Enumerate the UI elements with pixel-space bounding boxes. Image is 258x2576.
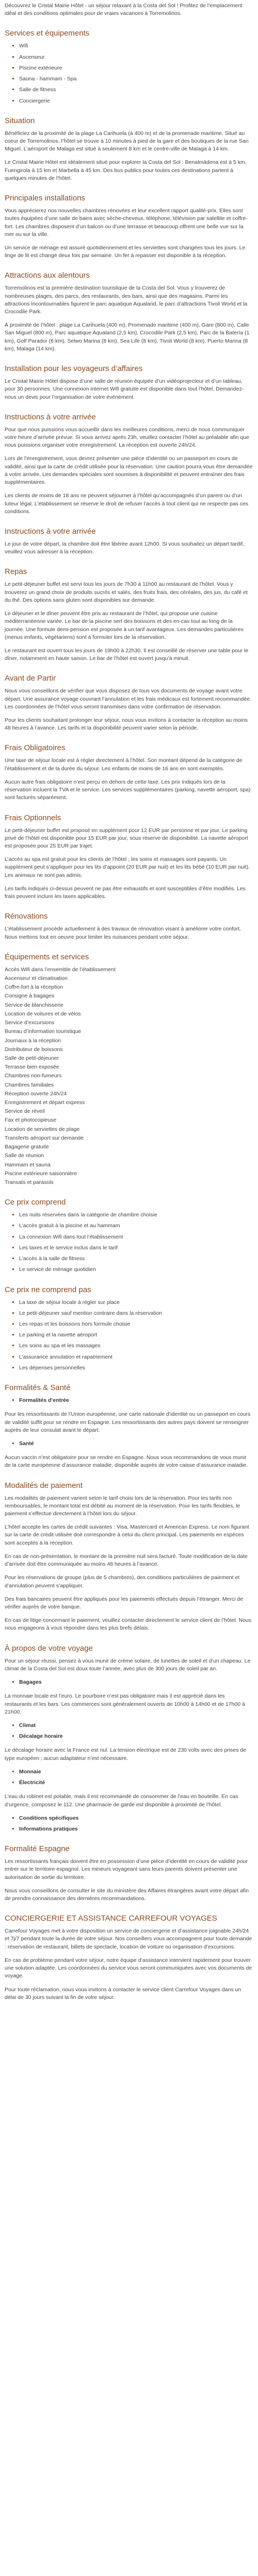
paragraph: En cas de litige concernant le paiement, veuillez contacter directement le service client de l’hôtel. Nous nous engageons à vous répondre dans les plus brefs délais.	[5, 1617, 252, 1632]
not-included-list	[5, 1299, 253, 1372]
list-item: ▪ Les repas et les boissons hors formule choisie	[19, 1320, 253, 1328]
services-heading: Services et équipements	[5, 29, 90, 38]
paragraph: Bénéficiez de la proximité de la plage La Carihuela (à 400 m) et de la promenade maritime. Situé au coeur de Torremolinos, l’hôtel se trouve à 10 minutes à pied de la gare et des boutiques de la rue San Miguel. L’aéroport de Malaga est situé à seulement 8 km et le centre-ville de Malaga à 14 km.	[5, 130, 249, 152]
paragraph: Pour toute réclamation, nous vous invitons à contacter le service client Carrefour Voyages dans un délai de 30 jours suivant la fin de votre séjour.	[5, 1986, 241, 2001]
about-list-2	[5, 1722, 253, 1740]
arrival-heading: Instructions à votre arrivée	[5, 412, 96, 421]
departure-heading: Instructions à votre arrivée	[5, 527, 96, 536]
list-item: ▪ Sauna - hammam - Spa	[19, 75, 253, 83]
paragraph: Un service de ménage est assuré quotidiennement et les serviettes sont changées tous les jours. Le linge de lit est changé deux fois par semaine. Un fer à repasser est disponible à la réception.	[5, 244, 246, 259]
paragraph: Les tarifs indiqués ci-dessus peuvent ne pas être exhaustifs et sont susceptibles d’être modifiés. Les frais peuvent inclure les taxes applicables.	[5, 885, 246, 900]
amenity-item: Terrasse bien exposée	[5, 1064, 59, 1071]
amenity-item: Consigne à bagages	[5, 993, 55, 999]
list-item: ▪ Formalités d’entrée	[19, 1397, 253, 1404]
fees-heading: Frais Obligatoires	[5, 743, 66, 753]
paragraph: Aucun autre frais obligatoire n’est perçu en dehors de cette taxe. Les prix indiqués lors de la réservation incluent la TVA et le service. Les services supplémentaires (parking, navette aéroport, spa) sont facturés séparément.	[5, 778, 251, 801]
amenity-item: Chambres familiales	[5, 1081, 54, 1088]
about-list-4	[5, 1815, 253, 1833]
paragraph: Le restaurant est ouvert tous les jours de 19h00 à 22h30. Il est conseillé de réserver une table pour le dîner, notamment en haute saison. Le bar de l’hôtel est ouvert jusqu’à minuit.	[5, 647, 249, 662]
paragraph: En cas de problème pendant votre séjour, notre équipe d’assistance intervient rapidement pour trouver une solution adaptée. Les coordonnées du service vous seront communiquées avec vos documents de voyage.	[5, 1957, 252, 1979]
paragraph: Le Cristal Mairie Hôtel est idéalement situé pour explorer la Costa del Sol : Benalmádena est à 5 km, Fuengirola à 15 km et Marbella à 45 km. Des bus publics pour toutes ces destinations partent à quelques minutes de l’hôtel.	[5, 159, 247, 181]
list-item: ▪ L’accès gratuit à la piscine et au hammam	[19, 1222, 253, 1230]
before-heading: Avant de Partir	[5, 674, 56, 683]
paragraph: Des frais bancaires peuvent être appliqués pour les paiements effectués depuis l’étranger. Merci de vérifier auprès de votre banque.	[5, 1596, 244, 1610]
about-list-1	[5, 1679, 253, 1686]
list-item: ▪ Le petit-déjeuner sauf mention contraire dans la réservation	[19, 1310, 253, 1317]
services-list	[5, 42, 253, 105]
payment-heading: Modalités de paiement	[5, 1481, 83, 1490]
paragraph: L’accès au spa est gratuit pour les clients de l’hôtel ; les soins et massages sont payants. Un supplément peut s’appliquer pour les lits d’appoint (20 EUR par nuit) et les lits bébé (10 EUR par nuit). Les animaux ne sont pas admis.	[5, 856, 250, 878]
amenity-item: Journaux à la réception	[5, 1037, 61, 1044]
not-included-heading: Ce prix ne comprend pas	[5, 1285, 91, 1294]
amenity-item: Chambres non-fumeurs	[5, 1073, 62, 1079]
amenity-item: Fax et photocopieuse	[5, 1117, 57, 1124]
paragraph: Aucun vaccin n’est obligatoire pour se rendre en Espagne. Nous vous recommandons de vous munir de la carte européenne d’assurance maladie, disponible auprès de votre caisse d’assurance maladie.	[5, 1454, 248, 1469]
intro-text: Découvrez le Cristal Mairie Hôtel - un séjour relaxant à la Costa del Sol ! Profitez de l’emplacement idéal et des conditions optimales pour de vraies vacances à Torremolinos.	[5, 3, 243, 17]
renovation-heading: Rénovations	[5, 912, 48, 921]
paragraph: Pour les réservations de groupe (plus de 5 chambres), des conditions particulières de paiement et d’annulation peuvent s’appliquer.	[5, 1574, 240, 1589]
list-item: ▪ Les taxes et le service inclus dans le tarif	[19, 1244, 253, 1252]
paragraph: Les modalités de paiement varient selon le tarif choisi lors de la réservation. Pour les tarifs non remboursables, le montant total est débité au moment de la réservation. Pour les tarifs flexibles, le paiement s’effectue directement à l’hôtel lors du séjour.	[5, 1495, 240, 1517]
amenity-item: Coffre-fort à la réception	[5, 984, 63, 991]
rules-heading: Formalités & Santé	[5, 1383, 71, 1393]
amenity-item: Salle de petit-déjeuner	[5, 1055, 59, 1061]
paragraph: À proximité de l’hôtel : plage La Carihuela (400 m), Promenade maritime (400 m), Gare (800 m), Calle San Miguel (800 m), Parc aquatique Aqualand (2,5 km), Crocodile Park (2,5 km), Parc de la Batería (1 km), Golf Parador (6 km), Selwo Marina (8 km), Sea Life (8 km), Tivoli World (8 km), Puerto Marina (8 km), Malaga (14 km).	[5, 322, 250, 352]
list-item: ▪ L’assurance annulation et rapatriement	[19, 1353, 253, 1361]
paragraph: Le petit-déjeuner buffet est servi tous les jours de 7h30 à 11h00 au restaurant de l’hôtel. Vous y trouverez un grand choix de produits sucrés et salés, des fruits frais, des céréales, des jus, du café et du thé. Des options sans gluten sont disponibles sur demande.	[5, 581, 248, 603]
business-heading: Installation pour les voyageurs d’affaires	[5, 364, 143, 374]
list-item: ▪ Climat	[19, 1722, 253, 1730]
list-item: ▪ Les soins au spa et les massages	[19, 1342, 253, 1350]
paragraph: Pour les clients souhaitant prolonger leur séjour, nous vous invitons à contacter la réception au moins 48 heures à l’avance. Les tarifs et la disponibilité peuvent varier selon la période.	[5, 717, 248, 732]
list-item: ▪ Le parking et la navette aéroport	[19, 1331, 253, 1339]
paragraph: Le petit-déjeuner buffet est proposé en supplément pour 12 EUR par personne et par jour. Le parking privé de l’hôtel est disponible pour 15 EUR par jour, sous réserve de disponibilité. La navette aéroport est proposée pour 25 EUR par trajet.	[5, 827, 248, 849]
paragraph: Pour que nous puissions vous accueillir dans les meilleures conditions, merci de nous communiquer votre heure d’arrivée prévue. Si vous arrivez après 23h, veuillez contacter l’hôtel au préalable afin que nous puissions organiser votre enregistrement. La réception est ouverte 24h/24.	[5, 426, 249, 449]
included-list	[5, 1211, 253, 1274]
list-item: ▪ Le service de ménage quotidien	[19, 1266, 253, 1274]
paragraph: La monnaie locale est l’euro. Le pourboire n’est pas obligatoire mais il est apprécié dans les restaurants et les bars. Les commerces sont généralement ouverts de 10h00 à 14h00 et de 17h00 à 21h00.	[5, 1693, 245, 1715]
paragraph: L’hôtel accepte les cartes de crédit suivantes : Visa, Mastercard et American Express. Le nom figurant sur la carte de crédit utilisée doit correspondre à celui du client principal. Les paiements en espèces sont acceptés à la réception.	[5, 1524, 249, 1546]
paragraph: Le jour de votre départ, la chambre doit être libérée avant 12h00. Si vous souhaitez un départ tardif, veuillez vous adresser à la réception.	[5, 540, 245, 555]
paragraph: Lors de l’enregistrement, vous devrez présenter une pièce d’identité ou un passeport en cours de validité, ainsi que la carte de crédit utilisée pour la réservation. Une caution pourra vous être demandée à votre arrivée. Les demandes spéciales sont soumises à disponibilité et peuvent entraîner des frais supplémentaires.	[5, 455, 253, 486]
list-item: ▪ Bagages	[19, 1679, 253, 1686]
paragraph: Pour les ressortissants de l’Union européenne, une carte nationale d’identité ou un passeport en cours de validité suffit pour se rendre en Espagne. Les ressortissants des autres pays doivent se renseigner auprès de leur consulat avant le départ.	[5, 1411, 251, 1433]
paragraph: Carrefour Voyages met à votre disposition un service de conciergerie et d’assistance joignable 24h/24 et 7j/7 pendant toute la durée de votre séjour. Nos conseillers vous accompagnent pour toute demande : réservation de restaurant, billets de spectacle, location de voiture ou organisation d’excursions.	[5, 1928, 252, 1950]
list-item: ▪ Conciergerie	[19, 97, 253, 105]
leisure-heading: Attractions aux alentours	[5, 271, 90, 280]
rooms-heading: Principales installations	[5, 194, 85, 203]
list-item: ▪ Santé	[19, 1440, 253, 1448]
list-item: ▪ Décalage horaire	[19, 1733, 253, 1740]
about-heading: À propos de votre voyage	[5, 1643, 93, 1653]
list-item: ▪ Les dépenses personnelles	[19, 1364, 253, 1372]
list-item: ▪ Conditions spécifiques	[19, 1815, 253, 1822]
paragraph: Le déjeuner et le dîner peuvent être pris au restaurant de l’hôtel, qui propose une cuisine méditerranéenne variée. Le bar de la piscine sert des boissons et des en-cas tout au long de la journée. Une formule demi-pension est proposée à un tarif avantageux. Les demandes particulières (menus enfants, végétariens) sont à formuler lors de la réservation.	[5, 611, 244, 640]
amenity-item: Bagagerie gratuite	[5, 1144, 49, 1150]
paragraph: Nous vous conseillons de consulter le site du ministère des Affaires étrangères avant votre départ afin de prendre connaissance des dernières recommandations.	[5, 1887, 249, 1902]
amenity-item: Ascenseur et climatisation	[5, 975, 68, 981]
list-item: ▪ Électricité	[19, 1779, 253, 1787]
list-item: ▪ Wifi	[19, 42, 253, 50]
paragraph: Le décalage horaire avec la France est nul. La tension électrique est de 230 volts avec des prises de type européen ; aucun adaptateur n’est nécessaire.	[5, 1747, 247, 1761]
amenity-item: Transferts aéroport sur demande	[5, 1134, 84, 1141]
list-item: ▪ Salle de fitness	[19, 86, 253, 94]
paragraph: Pour un séjour réussi, pensez à vous munir de crème solaire, de lunettes de soleil et d’un chapeau. Le climat de la Costa del Sol est doux toute l’année, avec plus de 300 jours de soleil par an.	[5, 1657, 251, 1672]
included-heading: Ce prix comprend	[5, 1198, 66, 1207]
list-item: ▪ L’accès à la salle de fitness	[19, 1255, 253, 1263]
location-heading: Situation	[5, 116, 35, 125]
amenity-item: Salle de réunion	[5, 1153, 44, 1159]
list-item: ▪ La taxe de séjour locale à régler sur place	[19, 1299, 253, 1307]
amenity-item: Réception ouverte 24h/24	[5, 1090, 67, 1097]
about-list-3	[5, 1768, 253, 1787]
amenity-item: Location de voitures et de vélos	[5, 1010, 81, 1017]
spain-heading: Formalité Espagne	[5, 1844, 70, 1854]
paragraph: Les ressortissants français doivent être en possession d’une pièce d’identité en cours de validité pour entrer sur le territoire espagnol. Les mineurs voyageant sans leurs parents doivent présenter une autorisation de sortie du territoire.	[5, 1858, 248, 1880]
paragraph: L’établissement procède actuellement à des travaux de rénovation visant à améliorer votre confort. Nous mettons tout en oeuvre pour limiter les nuisances pendant votre séjour.	[5, 926, 241, 940]
extras-heading: Frais Optionnels	[5, 813, 61, 822]
rules-list-1	[5, 1397, 253, 1404]
meals-heading: Repas	[5, 567, 27, 577]
amenity-item: Hammam et sauna	[5, 1161, 51, 1168]
rules-list-2	[5, 1440, 253, 1448]
amenity-item: Accès Wifi dans l’ensemble de l’établissement	[5, 966, 116, 973]
amenity-item: Location de serviettes de plage	[5, 1126, 80, 1132]
list-item: ▪ La connexion Wifi dans tout l’établissement	[19, 1233, 253, 1241]
paragraph: Nous vous conseillons de vérifier que vous disposez de tous vos documents de voyage avant votre départ. Une assurance voyage couvrant l’annulation et les frais médicaux est fortement recommandée. Les coordonnées de l’hôtel vous seront transmises dans votre confirmation de réservation.	[5, 688, 252, 710]
paragraph: En cas de non-présentation, le montant de la première nuit sera facturé. Toute modification de la date d’arrivée doit être communiquée au moins 48 heures à l’avance.	[5, 1553, 248, 1568]
amenity-item: Bureau d’information touristique	[5, 1028, 82, 1035]
list-item: ▪ Piscine extérieure	[19, 64, 253, 72]
paragraph: Une taxe de séjour locale est à régler directement à l’hôtel. Son montant dépend de la catégorie de l’établissement et de la durée du séjour. Les enfants de moins de 16 ans en sont exemptés.	[5, 757, 243, 772]
paragraph: Les clients de moins de 18 ans ne peuvent séjourner à l’hôtel qu’accompagnés d’un parent ou d’un tuteur légal. L’établissement se réserve le droit de refuser l’accès à tout client qui ne respecte pas ces conditions.	[5, 493, 249, 515]
paragraph: Le Cristal Mairie Hôtel dispose d’une salle de réunion équipée d’un vidéoprojecteur et d’un tableau, pour 30 personnes. Une connexion internet Wifi gratuite est disponible dans tout l’hôtel. Demandez-nous un devis pour l’organisation de votre événement.	[5, 378, 244, 400]
amenity-item: Transats et parasols	[5, 1179, 54, 1185]
paragraph: Vous apprécierez nos nouvelles chambres rénovées et leur excellent rapport qualité-prix. Elles sont toutes équipées d’une salle de bains avec sèche-cheveux, téléphone, télévision par satellite et coffre-fort. Les chambres disposent d’un balcon ou d’une terrasse et beaucoup offrent une belle vue sur la mer ou sur la ville.	[5, 208, 248, 238]
amenity-item: Piscine extérieure saisonnière	[5, 1170, 77, 1177]
concierge-heading: CONCIERGERIE ET ASSISTANCE CARREFOUR VOYAGES	[5, 1914, 217, 1923]
list-item: ▪ Informations pratiques	[19, 1825, 253, 1833]
amenity-item: Service de blanchisserie	[5, 1002, 63, 1008]
amenities-heading: Équipements et services	[5, 952, 89, 961]
list-item: ▪ Les nuits réservées dans la catégorie de chambre choisie	[19, 1211, 253, 1219]
paragraph: L’eau du robinet est potable, mais il est recommandé de consommer de l’eau en bouteille. En cas d’urgence, composez le 112. Une pharmacie de garde est disponible à proximité de l’hôtel.	[5, 1793, 238, 1808]
amenity-item: Distributeur de boissons	[5, 1046, 63, 1053]
amenity-item: Enregistrement et départ express	[5, 1099, 85, 1106]
list-item: ▪ Ascenseur	[19, 54, 253, 61]
list-item: ▪ Monnaie	[19, 1768, 253, 1776]
paragraph: Torremolinos est la première destination touristique de la Costa del Sol. Vous y trouverez de nombreuses plages, des parcs, des restaurants, des bars, ainsi que des magasins. Parmi les attractions incontournables figurent le parc aquatique Aqualand, le parc d’attractions Tivoli World et la Crocodile Park.	[5, 285, 248, 315]
amenity-item: Service d’excursions	[5, 1020, 55, 1026]
amenity-item: Service de réveil	[5, 1108, 45, 1115]
